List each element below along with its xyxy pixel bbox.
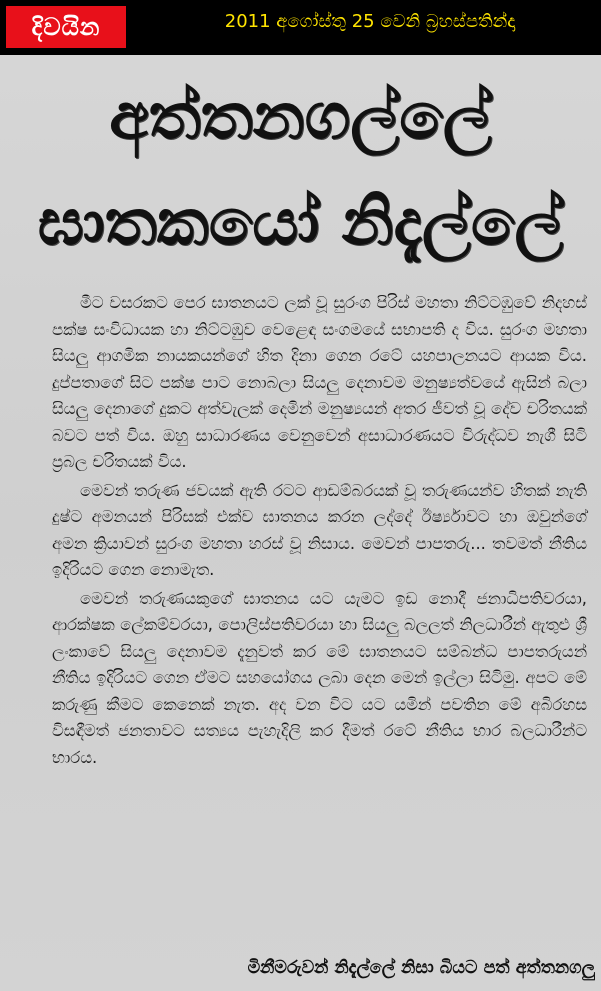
article-paragraph-3: මෙවන් තරුණයකුගේ ඝාතනය යට යැමට ඉඩ නොදී ජනාධිපතිවරයා, ආරක්ෂක ලේකම්වරයා, පොලිස්පතිවරයා හා සියලු බලලත් නිලධාරීන් ඇතුළු ශ්‍රී ලංකාවේ සියලු දෙනාවම දැනුවත් කර මේ ඝාතනයට සම්බන්ධ පාපතරුයන් නීතිය ඉදිරියට ගෙන ඒමට සහයෝගය ලබා දෙන මෙන් ඉල්ලා සිටිමු. අපට මේ කරුණු කීමට කෙනෙක් නැත. අද වන විට යට යමින් පවතින මේ අබිරහස විසඳීමත් ජනතාවට සත්‍යය පැහැදිලි කර දීමත් රටේ නීතිය භාර බලධාරීන්ට භාරය. <box>52 588 587 767</box>
newspaper-clipping <box>0 55 601 991</box>
article-body <box>52 290 587 771</box>
newspaper-header-bar <box>0 0 601 55</box>
headline-line-2: ඝාතකයෝ නිදැල්ලේ <box>37 186 564 260</box>
article-paragraph-2: මෙවන් තරුණ ජවයක් ඇති රටට ආඩම්බරයක් වූ තරුණයන්ව හිතක් නැති දුෂ්ට අමනයන් පිරිසක් එක්ව ඝාතනය කරන ලද්දේ ඊර්ෂ්‍යාවට හා ඔවුන්ගේ අමන ක්‍රියාවන් සුරංග මහතා හරස් වූ නිසාය. මෙවන් පාපතරු... තවමත් නීතිය ඉදිරියට ගෙන නොමැත. <box>52 480 587 579</box>
headline-line-1: අත්තනගල්ලේ <box>109 80 492 154</box>
newspaper-logo: දිවයින <box>6 6 126 48</box>
publication-date: 2011 අගෝස්තු 25 වෙනි බ්‍රහස්පතින්දා <box>224 11 516 32</box>
article-byline: මිනීමරුවන් නිදැල්ලේ නිසා බියට පත් අත්තනගලු <box>247 958 595 978</box>
article-paragraph-1: මීට වසරකට පෙර ඝාතනයට ලක් වූ සුරංග පිරිස් මහතා නිට්ටඹුවේ නිදහස් පක්ෂ සංවිධායක හා නිට්ටඹුව වෙළෙඳ සංගමයේ සභාපති ද විය. සුරංග මහතා සියලු ආගමික නායකයන්ගේ හිත දිනා ගෙන රටේ යහපාලනයට ආයක විය. දුප්පතාගේ සිට පක්ෂ පාට නොබලා සියලු දෙනාවම මනුෂ්‍යත්වයේ ඇසින් බලා සියලු දෙනාගේ දුකට අත්වැලක් දෙමින් මනුෂ්‍යයන් අතර ජීවත් වූ දේව චරිතයක් බවට පත් විය. ඔහු සාධාරණය වෙනුවෙන් අසාධාරණයට විරුද්ධව නැගී සිටි ප්‍රබල චරිතයක් විය. <box>52 293 587 471</box>
